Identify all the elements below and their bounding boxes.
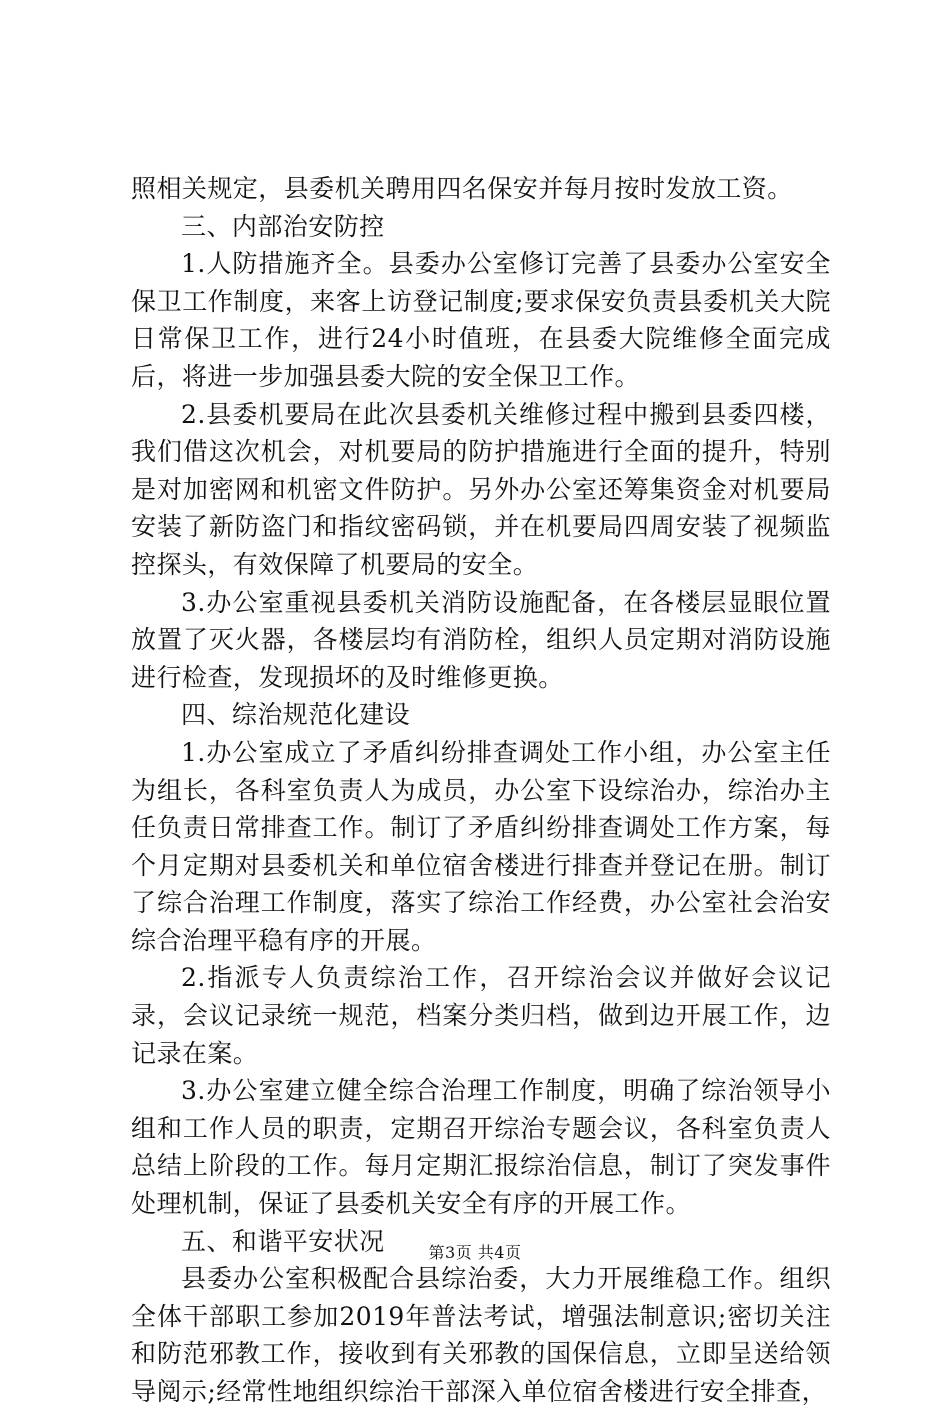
- section-heading-standardization: 四、综治规范化建设: [181, 700, 411, 730]
- section-heading-harmony-safety: 五、和谐平安状况: [181, 1226, 385, 1256]
- paragraph-stability-work: 县委办公室积极配合县综治委，大力开展维稳工作。组织全体干部职工参加2019年普法考试，增强法制意识;密切关注和防范邪教工作，接收到有关邪教的国保信息，立即呈送给领导阅示;经常性地组织综治干部深入单位宿舍楼进行安全排查，: [131, 1264, 831, 1406]
- paragraph-meeting-records: 2.指派专人负责综治工作，召开综治会议并做好会议记录，会议记录统一规范，档案分类归档，做到边开展工作，边记录在案。: [131, 963, 831, 1068]
- document-body: [131, 170, 831, 1411]
- page-number-footer: 第3页 共4页: [428, 1243, 522, 1262]
- section-heading-internal-security: 三、内部治安防控: [181, 211, 385, 241]
- paragraph-personnel-measures: 1.人防措施齐全。县委办公室修订完善了县委办公室安全保卫工作制度，来客上访登记制度;要求保安负责县委机关大院日常保卫工作，进行24小时值班，在县委大院维修全面完成后，将进一步加强县委大院的安全保卫工作。: [131, 249, 831, 391]
- paragraph-dispute-team: 1.办公室成立了矛盾纠纷排查调处工作小组，办公室主任为组长，各科室负责人为成员，办公室下设综治办，综治办主任负责日常排查工作。制订了矛盾纠纷排查调处工作方案，每个月定期对县委机关和单位宿舍楼进行排查并登记在册。制订了综合治理工作制度，落实了综治工作经费，办公室社会治安综合治理平稳有序的开展。: [131, 737, 831, 955]
- paragraph-confidential-bureau: 2.县委机要局在此次县委机关维修过程中搬到县委四楼，我们借这次机会，对机要局的防护措施进行全面的提升，特别是对加密网和机密文件防护。另外办公室还筹集资金对机要局安装了新防盗门和指纹密码锁，并在机要局四周安装了视频监控探头，有效保障了机要局的安全。: [131, 399, 831, 579]
- paragraph-continuation: 照相关规定，县委机关聘用四名保安并每月按时发放工资。: [131, 174, 793, 203]
- paragraph-fire-safety: 3.办公室重视县委机关消防设施配备，在各楼层显眼位置放置了灭火器，各楼层均有消防栓，组织人员定期对消防设施进行检查，发现损坏的及时维修更换。: [131, 587, 831, 692]
- paragraph-governance-system: 3.办公室建立健全综合治理工作制度，明确了综治领导小组和工作人员的职责，定期召开综治专题会议，各科室负责人总结上阶段的工作。每月定期汇报综治信息，制订了突发事件处理机制，保证了县委机关安全有序的开展工作。: [131, 1076, 831, 1219]
